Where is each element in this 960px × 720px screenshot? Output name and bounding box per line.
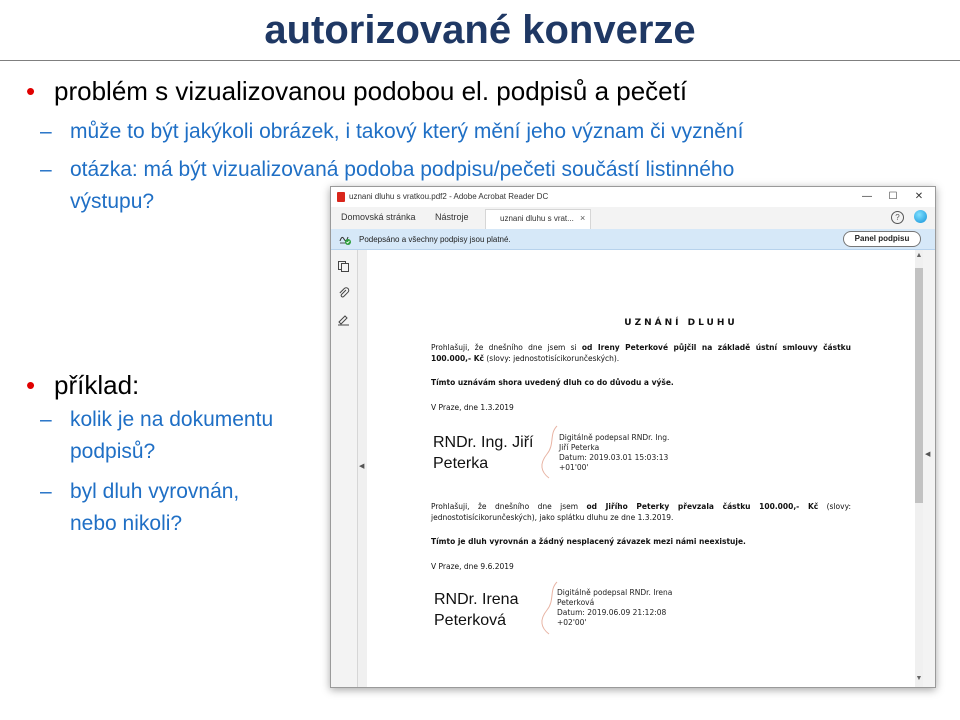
signature-1-detail-line: Datum: 2019.03.01 15:03:13 — [559, 453, 669, 462]
signature-icon[interactable] — [337, 313, 350, 326]
expand-right-icon[interactable]: ◀ — [925, 451, 931, 458]
title-divider — [0, 60, 960, 61]
signature-2-detail-line: Peterková — [557, 598, 595, 607]
signature-2-details — [557, 588, 707, 628]
paragraph-repayment — [431, 501, 851, 512]
text-run: (slovy: jednostotisícikorunčeských). — [484, 354, 620, 363]
slide-title: autorizované konverze — [264, 8, 696, 52]
window-title: uznani dluhu s vratkou.pdf2 - Adobe Acrobat Reader DC — [349, 192, 549, 201]
dash-glyph: – — [40, 120, 52, 143]
bullet-dot: • — [26, 76, 36, 106]
subbullet-text-line2: výstupu? — [70, 190, 155, 213]
paragraph-loan-cont — [431, 353, 851, 364]
text-run: Prohlašuji, že dnešního dne jsem si — [431, 343, 582, 352]
signature-1-detail-line: +01'00' — [559, 463, 589, 472]
help-icon[interactable]: ? — [891, 211, 904, 224]
maximize-button[interactable]: ☐ — [888, 191, 898, 202]
paragraph-acknowledge: Tímto uznávám shora uvedený dluh co do důvodu a výše. — [431, 378, 674, 387]
tab-home[interactable]: Domovská stránka — [341, 212, 416, 222]
bullet-problem — [26, 76, 786, 108]
subbullet-count — [40, 404, 330, 468]
window-titlebar — [331, 187, 935, 207]
left-toolbar — [331, 250, 358, 687]
signature-status-text: Podepsáno a všechny podpisy jsou platné. — [359, 235, 511, 244]
subbullet-text-line2: podpisů? — [70, 440, 156, 463]
signature-valid-icon — [339, 233, 351, 245]
signature-1-detail-line: Digitálně podepsal RNDr. Ing. — [559, 433, 670, 442]
paragraph-repayment-cont: jednostotisícikorunčeských), jako splátku dluhu ze dne 1.3.2019. — [431, 513, 674, 522]
pdf-page — [367, 250, 915, 687]
collapse-left-icon[interactable]: ◀ — [359, 463, 365, 470]
text-run-bold: od Ireny Peterkové půjčil na základě ústní smlouvy částku — [581, 343, 851, 352]
tab-document-label: uznani dluhu s vrat... — [500, 214, 574, 223]
scroll-up-icon[interactable]: ▲ — [915, 252, 923, 259]
signature-1-name-line2: Peterka — [433, 455, 489, 472]
signature-2-name-line2: Peterková — [434, 612, 507, 629]
signature-2-name-line1: RNDr. Irena — [434, 591, 519, 608]
signature-panel-button[interactable]: Panel podpisu — [843, 231, 921, 247]
tab-bar — [331, 207, 935, 230]
pages-icon[interactable] — [337, 260, 350, 273]
subbullet-text-line2: nebo nikoli? — [70, 512, 183, 535]
tab-document[interactable] — [485, 209, 591, 230]
text-run: (slovy: — [818, 502, 851, 511]
signature-1-details — [559, 433, 709, 473]
attachment-icon[interactable] — [337, 286, 350, 299]
subbullet-text-line1: kolik je na dokumentu — [70, 408, 274, 431]
dash-glyph: – — [40, 480, 52, 503]
document-heading: UZNÁNÍ DLUHU — [624, 318, 738, 328]
subbullet-text: může to být jakýkoli obrázek, i takový který mění jeho význam či vyznění — [70, 120, 744, 143]
scroll-thumb[interactable] — [915, 268, 923, 503]
text-run: Prohlašuji, že dnešního dne jsem — [431, 502, 587, 511]
signature-1-name-line1: RNDr. Ing. Jiří — [433, 434, 534, 451]
subbullet-text-line1: otázka: má být vizualizovaná podoba podpisu/pečeti součástí listinného — [70, 158, 735, 181]
bullet-example — [26, 370, 286, 402]
acrobat-icon — [337, 192, 345, 202]
signature-2-detail-line: Datum: 2019.06.09 21:12:08 — [557, 608, 667, 617]
text-run-bold: od Jiřího Peterky převzala částku 100.000,- Kč — [586, 502, 819, 511]
tab-tools[interactable]: Nástroje — [435, 212, 469, 222]
subbullet-text-line1: byl dluh vyrovnán, — [70, 480, 240, 503]
signature-2-detail-line: +02'00' — [557, 618, 587, 627]
dash-glyph: – — [40, 158, 52, 181]
paragraph-loan — [431, 342, 851, 353]
text-run-bold: 100.000,- Kč — [431, 354, 484, 363]
document-view — [367, 250, 915, 687]
account-icon[interactable] — [914, 210, 927, 223]
signature-1-detail-line: Jiří Peterka — [559, 443, 600, 452]
vertical-scrollbar[interactable] — [915, 250, 923, 687]
scroll-down-icon[interactable]: ▼ — [915, 675, 923, 682]
bullet-text: příklad: — [54, 370, 140, 400]
place-date-1: V Praze, dne 1.3.2019 — [431, 403, 514, 412]
tab-close-icon[interactable]: × — [580, 213, 586, 223]
paragraph-settled: Tímto je dluh vyrovnán a žádný nesplacený závazek mezi námi neexistuje. — [431, 537, 746, 546]
bullet-dot: • — [26, 370, 36, 400]
acrobat-window — [330, 186, 936, 688]
minimize-button[interactable]: — — [862, 191, 872, 202]
subbullet-repaid — [40, 476, 330, 540]
close-window-button[interactable]: ✕ — [914, 191, 924, 202]
signature-status-bar — [331, 229, 935, 250]
right-panel-strip — [923, 250, 935, 687]
bullet-text: problém s vizualizovanou podobou el. podpisů a pečetí — [54, 76, 688, 106]
signature-2-detail-line: Digitálně podepsal RNDr. Irena — [557, 588, 673, 597]
place-date-2: V Praze, dne 9.6.2019 — [431, 562, 514, 571]
dash-glyph: – — [40, 408, 52, 431]
